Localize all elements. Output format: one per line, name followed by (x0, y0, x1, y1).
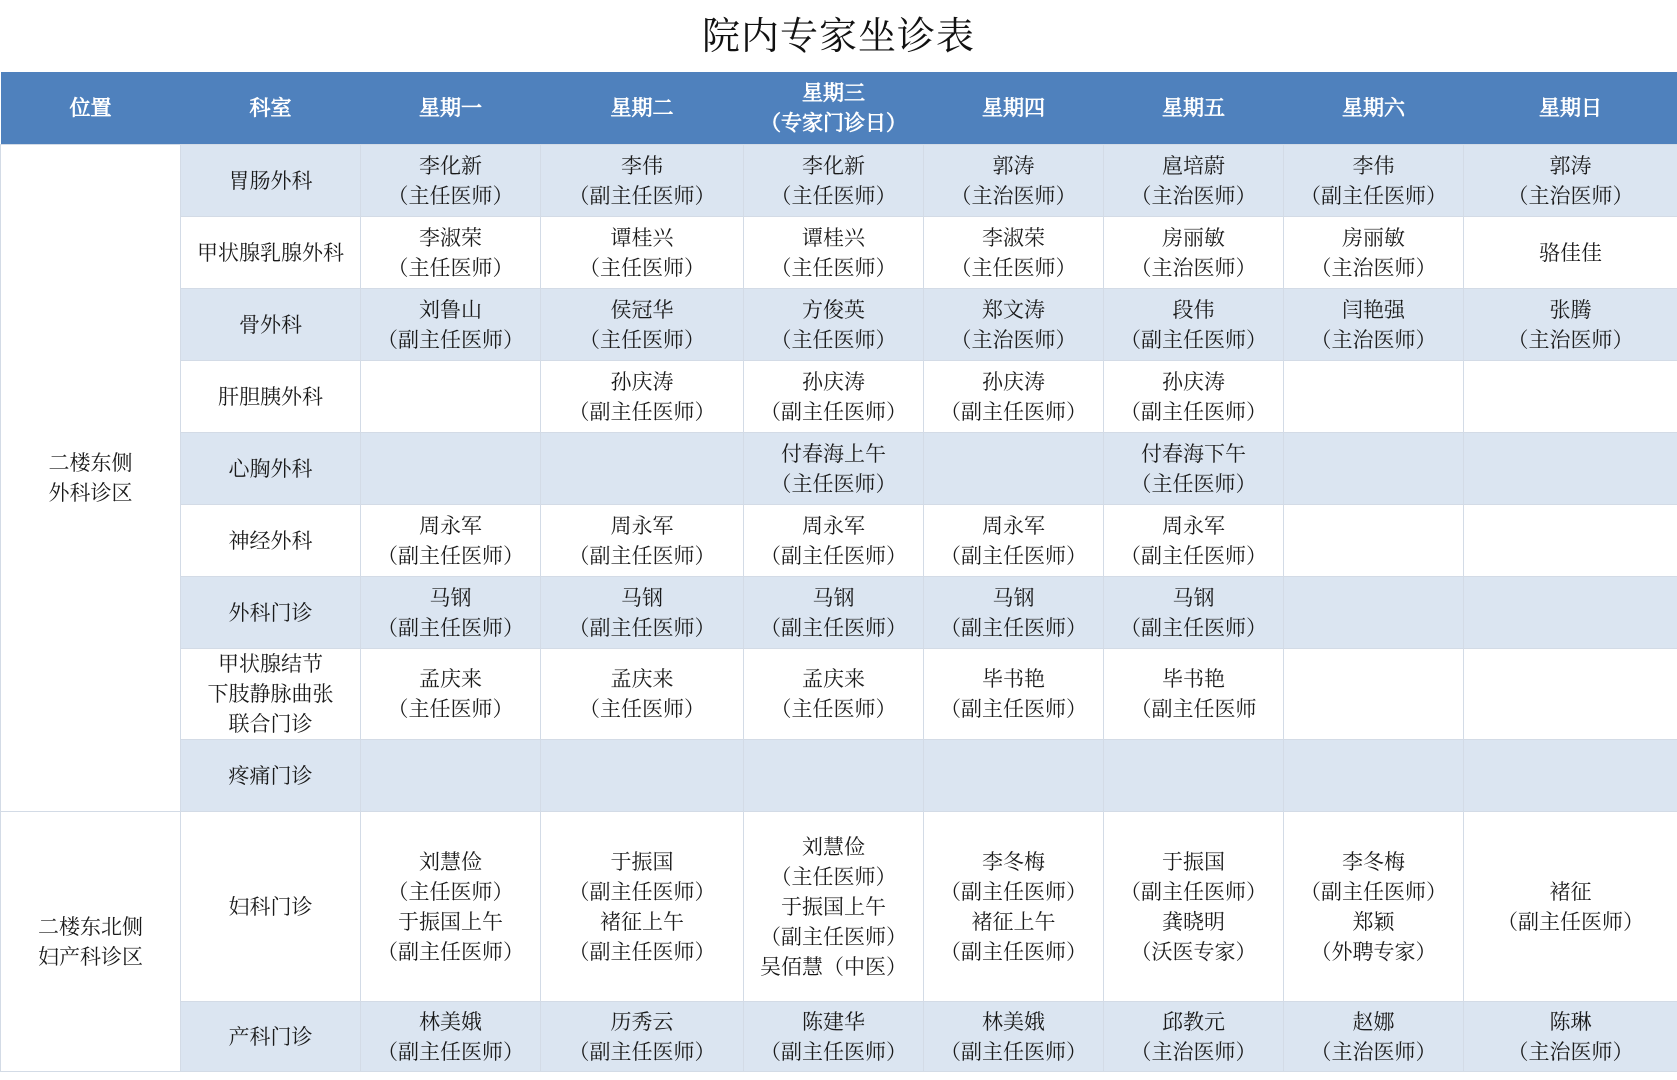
doctor-cell (1464, 649, 1677, 740)
doctor-cell: 孟庆来 （主任医师） (541, 649, 744, 740)
header-day-thu: 星期四 (924, 72, 1104, 145)
header-day-wed-note: （专家门诊日） (760, 111, 907, 135)
table-row (1, 812, 1677, 1002)
header-location: 位置 (1, 72, 181, 145)
department-cell-neuro: 神经外科 (181, 505, 361, 577)
doctor-cell: 周永军 （副主任医师） (924, 505, 1104, 577)
doctor-cell (1284, 740, 1464, 812)
doctor-cell: 房丽敏 （主治医师） (1284, 217, 1464, 289)
location-cell-surgery: 二楼东侧 外科诊区 (1, 145, 181, 812)
doctor-cell: 马钢 （副主任医师） (1104, 577, 1284, 649)
doctor-cell: 马钢 （副主任医师） (744, 577, 924, 649)
doctor-cell: 周永军 （副主任医师） (1104, 505, 1284, 577)
table-row (1, 361, 1677, 433)
doctor-cell: 刘慧俭 （主任医师） 于振国上午 （副主任医师） (361, 812, 541, 1002)
header-day-tue: 星期二 (541, 72, 744, 145)
doctor-cell: 陈琳 （主治医师） (1464, 1002, 1677, 1072)
doctor-cell (1464, 361, 1677, 433)
doctor-cell: 陈建华 （副主任医师） (744, 1002, 924, 1072)
doctor-cell: 李伟 （副主任医师） (1284, 145, 1464, 217)
schedule-table (0, 72, 1677, 1072)
doctor-cell (1104, 740, 1284, 812)
doctor-cell: 扈培蔚 （主治医师） (1104, 145, 1284, 217)
doctor-cell: 周永军 （副主任医师） (361, 505, 541, 577)
doctor-cell: 李伟 （副主任医师） (541, 145, 744, 217)
doctor-cell: 郭涛 （主治医师） (924, 145, 1104, 217)
doctor-cell: 李化新 （主任医师） (744, 145, 924, 217)
doctor-cell: 骆佳佳 (1464, 217, 1677, 289)
table-row (1, 649, 1677, 740)
doctor-cell: 刘慧俭 （主任医师） 于振国上午 （副主任医师） 吴佰慧（中医） (744, 812, 924, 1002)
doctor-cell: 李淑荣 （主任医师） (361, 217, 541, 289)
doctor-cell: 谭桂兴 （主任医师） (744, 217, 924, 289)
department-cell-hepatobiliary: 肝胆胰外科 (181, 361, 361, 433)
doctor-cell: 郭涛 （主治医师） (1464, 145, 1677, 217)
doctor-cell: 李冬梅 （副主任医师） 褚征上午 （副主任医师） (924, 812, 1104, 1002)
page-title: 院内专家坐诊表 (701, 14, 975, 58)
doctor-cell: 刘鲁山 （副主任医师） (361, 289, 541, 361)
header-department: 科室 (181, 72, 361, 145)
doctor-cell (1284, 649, 1464, 740)
doctor-cell: 付春海下午 （主任医师） (1104, 433, 1284, 505)
doctor-cell (924, 433, 1104, 505)
doctor-cell: 孟庆来 （主任医师） (361, 649, 541, 740)
doctor-cell: 周永军 （副主任医师） (541, 505, 744, 577)
doctor-cell (1464, 740, 1677, 812)
doctor-cell: 方俊英 （主任医师） (744, 289, 924, 361)
doctor-cell: 邱教元 （主治医师） (1104, 1002, 1284, 1072)
table-row (1, 505, 1677, 577)
doctor-cell: 于振国 （副主任医师） 龚晓明 （沃医专家） (1104, 812, 1284, 1002)
doctor-cell: 孙庆涛 （副主任医师） (1104, 361, 1284, 433)
table-row (1, 740, 1677, 812)
table-row (1, 1002, 1677, 1072)
header-day-sun: 星期日 (1464, 72, 1677, 145)
doctor-cell: 赵娜 （主治医师） (1284, 1002, 1464, 1072)
doctor-cell (541, 740, 744, 812)
doctor-cell: 孙庆涛 （副主任医师） (924, 361, 1104, 433)
department-cell-obstetrics: 产科门诊 (181, 1002, 361, 1072)
doctor-cell (744, 740, 924, 812)
doctor-cell: 孙庆涛 （副主任医师） (744, 361, 924, 433)
doctor-cell (361, 740, 541, 812)
doctor-cell: 孙庆涛 （副主任医师） (541, 361, 744, 433)
doctor-cell: 孟庆来 （主任医师） (744, 649, 924, 740)
location-cell-obgyn: 二楼东北侧 妇产科诊区 (1, 812, 181, 1072)
doctor-cell (541, 433, 744, 505)
doctor-cell: 张腾 （主治医师） (1464, 289, 1677, 361)
doctor-cell: 李化新 （主任医师） (361, 145, 541, 217)
doctor-cell: 李冬梅 （副主任医师） 郑颖 （外聘专家） (1284, 812, 1464, 1002)
doctor-cell (361, 433, 541, 505)
doctor-cell: 房丽敏 （主治医师） (1104, 217, 1284, 289)
doctor-cell (1284, 361, 1464, 433)
doctor-cell: 侯冠华 （主任医师） (541, 289, 744, 361)
table-row (1, 577, 1677, 649)
department-cell-pain: 疼痛门诊 (181, 740, 361, 812)
doctor-cell (1464, 433, 1677, 505)
doctor-cell: 马钢 （副主任医师） (924, 577, 1104, 649)
doctor-cell: 马钢 （副主任医师） (361, 577, 541, 649)
department-cell-orthopedic: 骨外科 (181, 289, 361, 361)
doctor-cell: 李淑荣 （主任医师） (924, 217, 1104, 289)
department-cell-cardiothoracic: 心胸外科 (181, 433, 361, 505)
doctor-cell (1464, 577, 1677, 649)
department-cell-thyroid-varicose: 甲状腺结节 下肢静脉曲张 联合门诊 (181, 649, 361, 740)
doctor-cell: 历秀云 （副主任医师） (541, 1002, 744, 1072)
header-day-mon: 星期一 (361, 72, 541, 145)
table-row (1, 217, 1677, 289)
doctor-cell: 谭桂兴 （主任医师） (541, 217, 744, 289)
header-day-wed: 星期三 （专家门诊日） (744, 72, 924, 145)
doctor-cell (1464, 505, 1677, 577)
doctor-cell: 于振国 （副主任医师） 褚征上午 （副主任医师） (541, 812, 744, 1002)
doctor-cell (361, 361, 541, 433)
doctor-cell: 林美娥 （副主任医师） (361, 1002, 541, 1072)
doctor-cell: 段伟 （副主任医师） (1104, 289, 1284, 361)
doctor-cell: 褚征 （副主任医师） (1464, 812, 1677, 1002)
department-cell-thyroid-breast: 甲状腺乳腺外科 (181, 217, 361, 289)
header-day-sat: 星期六 (1284, 72, 1464, 145)
department-cell-gastro: 胃肠外科 (181, 145, 361, 217)
doctor-cell: 毕书艳 （副主任医师 (1104, 649, 1284, 740)
table-row (1, 145, 1677, 217)
doctor-cell (1284, 433, 1464, 505)
doctor-cell (1284, 505, 1464, 577)
table-row (1, 433, 1677, 505)
department-cell-gynecology: 妇科门诊 (181, 812, 361, 1002)
doctor-cell: 付春海上午 （主任医师） (744, 433, 924, 505)
doctor-cell (1284, 577, 1464, 649)
table-row (1, 289, 1677, 361)
doctor-cell: 林美娥 （副主任医师） (924, 1002, 1104, 1072)
doctor-cell: 毕书艳 （副主任医师） (924, 649, 1104, 740)
header-row (1, 72, 1677, 145)
department-cell-general: 外科门诊 (181, 577, 361, 649)
doctor-cell: 马钢 （副主任医师） (541, 577, 744, 649)
doctor-cell: 郑文涛 （主治医师） (924, 289, 1104, 361)
doctor-cell: 周永军 （副主任医师） (744, 505, 924, 577)
header-day-fri: 星期五 (1104, 72, 1284, 145)
doctor-cell: 闫艳强 （主治医师） (1284, 289, 1464, 361)
doctor-cell (924, 740, 1104, 812)
